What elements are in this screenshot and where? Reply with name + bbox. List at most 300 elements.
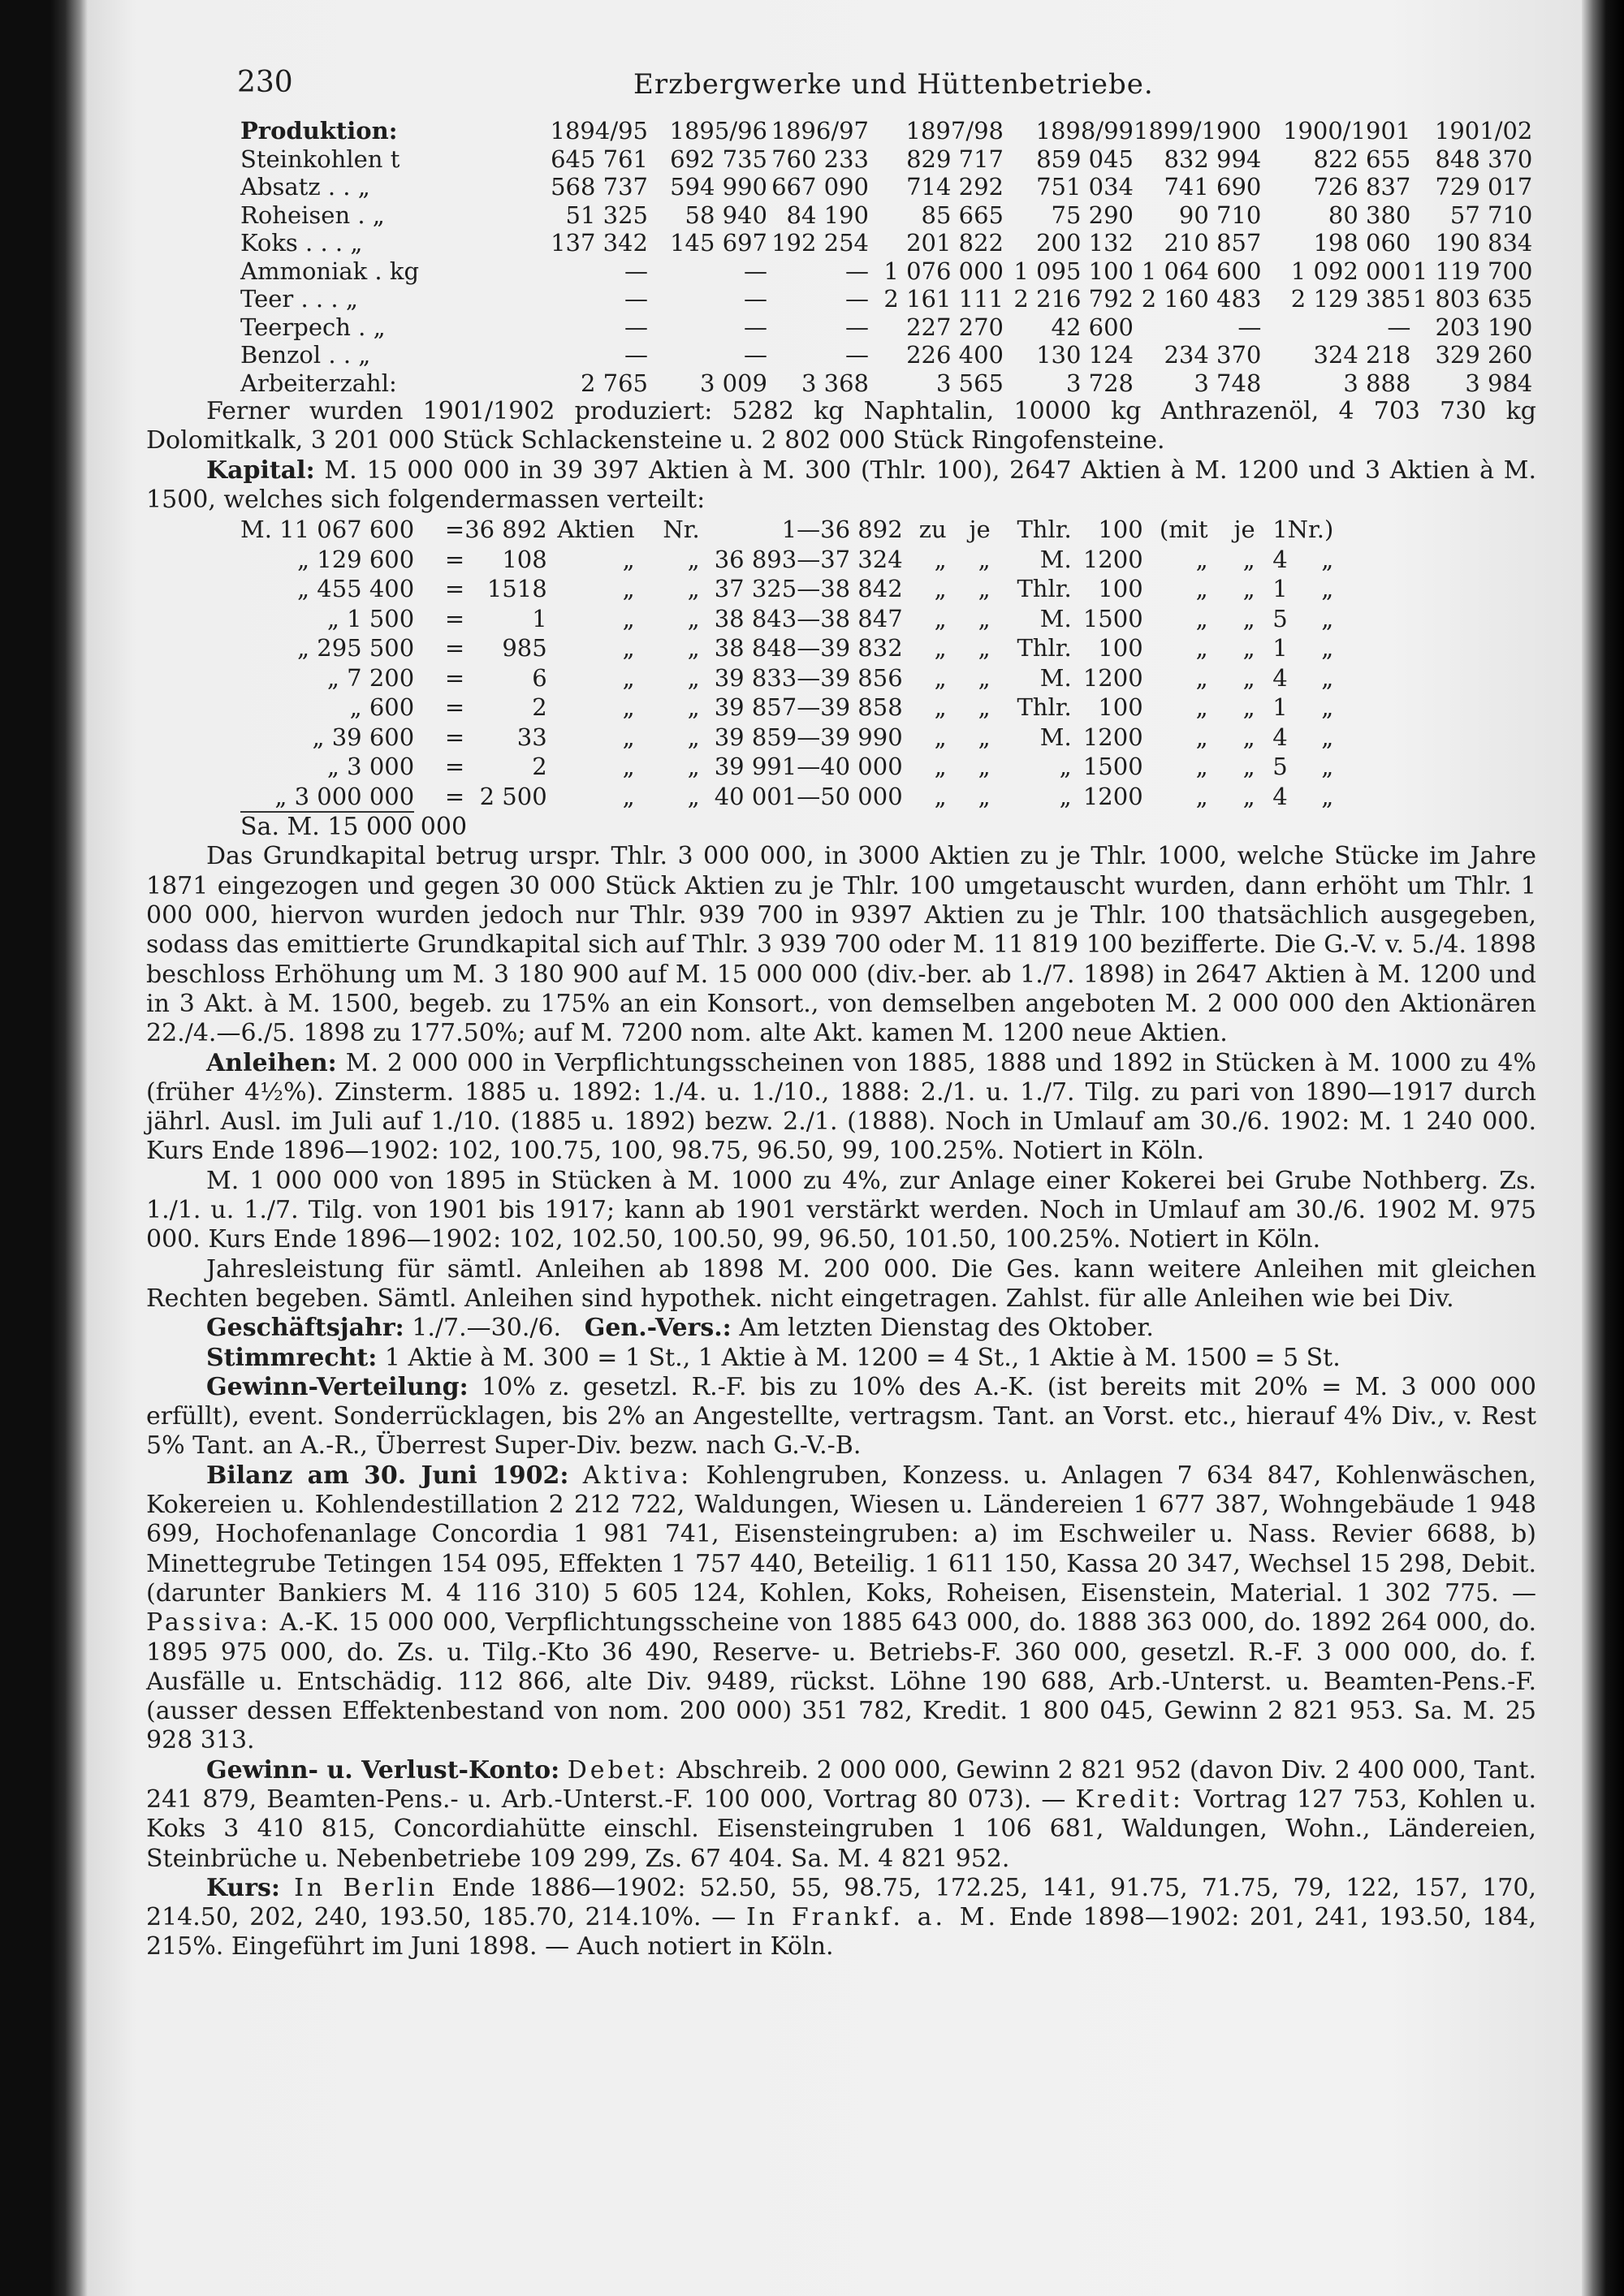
kapital-cell-nr: Nr.) (1287, 516, 1334, 544)
production-value: 760 233 (771, 145, 869, 173)
passiva-label: Passiva: (146, 1608, 272, 1638)
production-item-name: Roheisen . (240, 201, 365, 229)
kapital-cell-cnt: 1 (1272, 693, 1288, 722)
production-item-name: Teerpech . (240, 313, 366, 341)
kapital-cell-mje: „ (1242, 723, 1255, 751)
production-table (240, 117, 1532, 397)
production-value: 741 690 (1164, 173, 1262, 201)
kapital-cell-eq: = (444, 663, 465, 692)
gewinn-verteilung-label: Gewinn-Verteilung: (206, 1372, 469, 1401)
guv-label: Gewinn- u. Verlust-Konto: (206, 1755, 560, 1785)
kapital-cell-cnt: 4 (1272, 783, 1288, 811)
kapital-cell-zu: „ (934, 545, 947, 573)
production-value: 829 717 (906, 145, 1004, 173)
kapital-cell-n: 6 (532, 663, 547, 692)
kapital-cell-mje: „ (1242, 693, 1255, 722)
production-row-label (240, 341, 529, 369)
production-value: — (1237, 313, 1262, 341)
kapital-table (240, 515, 1333, 813)
kapital-cell-range: 36 893—37 324 (714, 545, 903, 573)
production-value: 1 076 000 (883, 257, 1004, 285)
kapital-cell-je: „ (978, 693, 991, 722)
kapital-cell-cur: Thlr. (1017, 516, 1072, 544)
kapital-cell-je: „ (978, 723, 991, 751)
kapital-cell-w2: „ (687, 575, 700, 603)
kapital-cell-nr: „ (1321, 604, 1334, 632)
kapital-cell-cur: „ (1059, 753, 1072, 781)
genvers-text: Am letzten Dienstag des Oktober. (739, 1314, 1154, 1343)
production-value: — (1387, 313, 1411, 341)
production-item-unit: kg (389, 257, 420, 285)
production-item-unit: „ (373, 313, 386, 341)
kapital-cell-zu: „ (934, 575, 947, 603)
kapital-cell-w2: „ (687, 634, 700, 662)
production-value: 3 728 (1065, 369, 1134, 397)
production-value: 42 600 (1051, 313, 1134, 341)
kurs-label: Kurs: (206, 1873, 280, 1902)
scan-right-edge (1582, 0, 1624, 2296)
production-year: 1898/99 (1035, 117, 1134, 145)
production-row-label (240, 285, 529, 313)
passiva-text: A.-K. 15 000 000, Verpflichtungsscheine von 1885 643 000, do. 1888 363 000, do. 1892 264 000, do. 1895 975 000, do. Zs. u. Tilg.-Kto 36 490, Reserve- u. Betriebs-F. 360 000, gesetzl. R.-F. 3 000 000, do. f. Ausfälle u. Entschädig. 112 866, alte Div. 9489, rückst. Löhne 190 688, Arb.-Unterst. u. Beamten-Pens.-F. (ausser dessen Effektenbestand von nom. 200 000) 351 782, Kredit. 1 800 045, Gewinn 2 821 953. Sa. M. 25 928 313. (146, 1608, 1536, 1755)
kapital-cell-w2: Nr. (663, 516, 700, 544)
kapital-cell-je: „ (978, 604, 991, 632)
production-item-unit: „ (358, 341, 371, 369)
production-value: 3 984 (1465, 369, 1533, 397)
kapital-cell-mje: „ (1242, 634, 1255, 662)
production-value: 692 735 (670, 145, 767, 173)
production-value: 3 368 (801, 369, 869, 397)
geschaeftsjahr-text: 1./7.—30./6. (412, 1314, 562, 1343)
production-value: 726 837 (1313, 173, 1411, 201)
production-value: — (744, 257, 767, 285)
kapital-cell-w2: „ (687, 545, 700, 573)
production-row-label (240, 313, 529, 342)
production-value: 645 761 (551, 145, 648, 173)
production-label: Produktion: (240, 117, 398, 145)
production-value: 324 218 (1313, 341, 1411, 369)
kapital-cell-eq: = (444, 723, 465, 751)
geschaeftsjahr-line (146, 1314, 1536, 1343)
genvers-label: Gen.-Vers.: (584, 1314, 732, 1343)
kapital-cell-je: „ (978, 634, 991, 662)
kapital-cell-range: 38 848—39 832 (714, 634, 903, 662)
kapital-cell-cur: Thlr. (1017, 575, 1072, 603)
kapital-cell-eq: = (444, 516, 465, 544)
production-value: — (624, 341, 648, 369)
kapital-intro: M. 15 000 000 in 39 397 Aktien à M. 300 (Thlr. 100), 2647 Aktien à M. 1200 und 3 Aktien à M. 1500, welches sich folgendermassen verteilt: (146, 455, 1536, 514)
kapital-cell-range: 39 991—40 000 (714, 753, 903, 781)
kapital-cell-val: 100 (1098, 634, 1143, 662)
aktiva-text: Kohlengruben, Konzess. u. Anlagen 7 634 847, Kohlenwäschen, Kokereien u. Kohlendestillation 2 212 722, Waldungen, Wiesen u. Ländereien 1 677 387, Wohngebäude 1 948 699, Hochofenanlage Concordia 1 981 741, Eisensteingruben: a) im Eschweiler u. Nass. Revier 6688, b) Minettegrube Tetingen 154 095, Effekten 1 757 440, Beteilig. 1 611 150, Kassa 20 347, Wechsel 15 298, Debit. (darunter Bankiers M. 4 116 310) 5 605 124, Kohlen, Koks, Roheisen, Eisenstein, Material. 1 302 775. — (146, 1461, 1536, 1608)
production-value: — (845, 285, 869, 313)
production-value: 2 160 483 (1141, 285, 1262, 313)
kapital-cell-range: 37 325—38 842 (714, 575, 903, 603)
production-row (240, 201, 1532, 230)
kapital-cell-w2: „ (687, 753, 700, 781)
gewinn-verteilung-paragraph (146, 1373, 1536, 1461)
production-value: 729 017 (1435, 173, 1533, 201)
production-value: 234 370 (1164, 341, 1262, 369)
kapital-cell-w2: „ (687, 693, 700, 722)
kapital-cell-w2: „ (687, 604, 700, 632)
kapital-cell-mit: „ (1195, 663, 1208, 692)
kapital-cell-je: „ (978, 545, 991, 573)
production-value: 51 325 (565, 201, 648, 229)
production-value: 198 060 (1313, 229, 1411, 257)
kapital-cell-w2: „ (687, 723, 700, 751)
kapital-row (240, 723, 1333, 753)
kapital-cell-m: „ 7 200 (326, 663, 415, 692)
kapital-cell-je: „ (978, 783, 991, 811)
production-value: 57 710 (1449, 201, 1533, 229)
kapital-cell-cnt: 5 (1272, 753, 1288, 781)
kapital-cell-zu: „ (934, 783, 947, 811)
kapital-cell-m: M. 11 067 600 (240, 516, 415, 544)
kapital-cell-val: 1200 (1082, 545, 1143, 573)
kurs-frankfurt-text: Ende 1898—1902: 201, 241, 193.50, 184, 215%. Eingeführt im Juni 1898. — Auch notiert in Köln. (146, 1903, 1536, 1962)
production-year: 1901/02 (1434, 117, 1533, 145)
production-value: 568 737 (551, 173, 648, 201)
kapital-row (240, 782, 1333, 813)
kapital-cell-cur: M. (1039, 545, 1072, 573)
stimmrecht-label: Stimmrecht: (206, 1343, 378, 1372)
kapital-cell-mje: „ (1242, 604, 1255, 632)
kapital-cell-val: 1500 (1082, 753, 1143, 781)
kapital-cell-n: 2 500 (479, 783, 547, 811)
production-value: — (845, 313, 869, 341)
geschaeftsjahr-label: Geschäftsjahr: (206, 1314, 404, 1343)
production-item-name: Steinkohlen (240, 145, 383, 173)
kapital-cell-mje: je (1233, 516, 1255, 544)
kapital-cell-n: 108 (502, 545, 547, 573)
kapital-cell-m: „ 39 600 (312, 723, 415, 751)
kapital-cell-cnt: 4 (1272, 545, 1288, 573)
production-item-name: Absatz . . (240, 173, 351, 201)
production-value: 1 095 100 (1013, 257, 1134, 285)
kapital-cell-range: 1—36 892 (781, 516, 903, 544)
production-value: 58 940 (685, 201, 767, 229)
production-value: 203 190 (1435, 313, 1533, 341)
production-value: 2 161 111 (883, 285, 1004, 313)
production-value: — (624, 285, 648, 313)
anleihen-paragraph-2: M. 1 000 000 von 1895 in Stücken à M. 1000 zu 4%, zur Anlage einer Kokerei bei Grube Nothberg. Zs. 1./1. u. 1./7. Tilg. von 1901 bis 1917; kann ab 1901 verstärkt werden. Noch in Umlauf am 30./6. 1902 M. 975 000. Kurs Ende 1896—1902: 102, 102.50, 100.50, 99, 96.50, 101.50, 100.25%. Notiert in Köln. (146, 1166, 1536, 1254)
kapital-cell-w1: „ (622, 693, 635, 722)
kapital-cell-n: 1 (532, 604, 547, 632)
kapital-cell-m: „ 129 600 (297, 545, 415, 573)
production-row-label (240, 173, 529, 201)
kapital-row (240, 515, 1333, 545)
aktiva-label: Aktiva: (582, 1461, 693, 1490)
kapital-cell-cur: M. (1039, 663, 1072, 692)
production-value: 3 009 (699, 369, 767, 397)
production-row (240, 341, 1532, 369)
production-value: 2 129 385 (1290, 285, 1411, 313)
production-row-label (240, 257, 529, 286)
page-number: 230 (237, 66, 293, 99)
production-value: 1 064 600 (1141, 257, 1262, 285)
production-value: 3 888 (1343, 369, 1411, 397)
kapital-cell-zu: „ (934, 723, 947, 751)
production-value: 2 216 792 (1013, 285, 1134, 313)
production-value: 84 190 (786, 201, 869, 229)
production-item-name: Koks . . . (240, 229, 343, 257)
production-row-label (240, 145, 529, 174)
kapital-cell-w1: Aktien (557, 516, 635, 544)
production-value: 1 092 000 (1290, 257, 1411, 285)
kapital-cell-eq: = (444, 575, 465, 603)
kapital-cell-zu: „ (934, 753, 947, 781)
kapital-cell-n: 2 (532, 753, 547, 781)
kapital-cell-mit: „ (1195, 575, 1208, 603)
kapital-label: Kapital: (206, 455, 315, 485)
production-value: — (845, 341, 869, 369)
kapital-history: Das Grundkapital betrug urspr. Thlr. 3 000 000, in 3000 Aktien zu je Thlr. 1000, welche Stücke im Jahre 1871 eingezogen und gegen 30 000 Stück Aktien zu je Thlr. 100 umgetauscht wurden, dann erhöht um Thlr. 1 000 000, hiervon wurden jedoch nur Thlr. 939 700 in 9397 Aktien zu je Thlr. 100 thatsächlich ausgegeben, sodass das emittierte Grundkapital sich auf Thlr. 3 939 700 oder M. 11 819 100 bezifferte. Die G.-V. v. 5./4. 1898 beschloss Erhöhung um M. 3 180 900 auf M. 15 000 000 (div.-ber. ab 1./7. 1898) in 2647 Aktien à M. 1200 und in 3 Akt. à M. 1500, begeb. zu 175% an ein Konsort., von demselben angeboten M. 2 000 000 den Aktionären 22./4.—6./5. 1898 zu 177.50%; auf M. 7200 nom. alte Akt. kamen M. 1200 neue Aktien. (146, 842, 1536, 1048)
production-value: 1 803 635 (1412, 285, 1533, 313)
kapital-cell-val: 1200 (1082, 723, 1143, 751)
running-title: Erzbergwerke und Hüttenbetriebe. (633, 68, 1154, 101)
kapital-cell-mit: „ (1195, 783, 1208, 811)
kapital-cell-mit: (mit (1159, 516, 1208, 544)
production-year: 1897/98 (905, 117, 1004, 145)
kredit-label: Kredit: (1075, 1785, 1185, 1814)
production-value: 2 765 (580, 369, 648, 397)
production-value: 1 119 700 (1412, 257, 1533, 285)
kapital-cell-je: „ (978, 663, 991, 692)
production-row (240, 229, 1532, 257)
production-value: 848 370 (1435, 145, 1533, 173)
production-item-unit: „ (357, 173, 370, 201)
kapital-cell-mje: „ (1242, 753, 1255, 781)
production-value: — (845, 257, 869, 285)
kapital-cell-cnt: 4 (1272, 723, 1288, 751)
kapital-cell-eq: = (444, 693, 465, 722)
kapital-cell-val: 100 (1098, 516, 1143, 544)
production-value: — (744, 313, 767, 341)
production-value: 130 124 (1036, 341, 1134, 369)
stimmrecht-line (146, 1344, 1536, 1373)
kapital-cell-zu: „ (934, 693, 947, 722)
scan-left-edge (0, 0, 88, 2296)
kapital-cell-val: 1500 (1082, 604, 1143, 632)
kapital-cell-w1: „ (622, 663, 635, 692)
anleihen-label: Anleihen: (206, 1048, 337, 1077)
kapital-cell-mit: „ (1195, 693, 1208, 722)
kapital-cell-mje: „ (1242, 663, 1255, 692)
guv-paragraph (146, 1756, 1536, 1874)
kredit-text: Vortrag 127 753, Kohlen u. Koks 3 410 815, Concordiahütte einschl. Eisensteingruben 1 106 681, Waldungen, Wohn., Ländereien, Steinbrüche u. Nebenbetriebe 109 299, Zs. 67 404. Sa. M. 4 821 952. (146, 1785, 1536, 1873)
kapital-cell-w1: „ (622, 753, 635, 781)
production-item-name: Arbeiterzahl: (240, 369, 397, 397)
production-row (240, 257, 1532, 286)
page-text (146, 52, 1536, 1962)
kapital-row (240, 752, 1333, 782)
kapital-cell-m: „ 600 (349, 693, 415, 722)
kapital-cell-cnt: 1 (1272, 575, 1288, 603)
kapital-cell-mit: „ (1195, 723, 1208, 751)
kapital-cell-mit: „ (1195, 753, 1208, 781)
kapital-cell-eq: = (444, 545, 465, 573)
kapital-cell-cnt: 1 (1272, 634, 1288, 662)
production-value: 822 655 (1313, 145, 1411, 173)
production-row (240, 173, 1532, 201)
kapital-row (240, 663, 1333, 693)
kapital-cell-m: „ 1 500 (326, 604, 415, 632)
kapital-cell-nr: „ (1321, 723, 1334, 751)
kapital-cell-range: 39 833—39 856 (714, 663, 903, 692)
kapital-cell-w1: „ (622, 634, 635, 662)
kapital-cell-cur: „ (1059, 783, 1072, 811)
kapital-cell-mit: „ (1195, 545, 1208, 573)
kapital-cell-n: 36 892 (464, 516, 547, 544)
kapital-cell-nr: „ (1321, 575, 1334, 603)
kapital-cell-val: 100 (1098, 693, 1143, 722)
kapital-cell-n: 985 (502, 634, 547, 662)
kapital-cell-w1: „ (622, 604, 635, 632)
production-year: 1900/1901 (1283, 117, 1411, 145)
kapital-cell-mit: „ (1195, 634, 1208, 662)
anleihen-paragraph-3: Jahresleistung für sämtl. Anleihen ab 1898 M. 200 000. Die Ges. kann weitere Anleihen mit gleichen Rechten begeben. Sämtl. Anleihen sind hypothek. nicht eingetragen. Zahlst. für alle Anleihen wie bei Div. (146, 1254, 1536, 1313)
production-value: 201 822 (906, 229, 1004, 257)
kapital-cell-eq: = (444, 783, 465, 811)
production-item-name: Ammoniak . (240, 257, 382, 285)
production-row-label (240, 229, 529, 257)
kapital-cell-nr: „ (1321, 634, 1334, 662)
bilanz-paragraph (146, 1461, 1536, 1756)
production-value: — (624, 313, 648, 341)
kapital-cell-mje: „ (1242, 545, 1255, 573)
production-item-name: Benzol . . (240, 341, 352, 369)
anleihen-text-1: M. 2 000 000 in Verpflichtungsscheinen von 1885, 1888 und 1892 in Stücken à M. 1000 zu 4% (früher 4½%). Zinsterm. 1885 u. 1892: 1./4. u. 1./10., 1888: 2./1. u. 1./7. Tilg. zu pari von 1890—1917 durch jährl. Ausl. im Juli auf 1./10. (1885 u. 1892) bezw. 2./1. (1888). Noch in Umlauf am 30./6. 1902: M. 1 240 000. Kurs Ende 1896—1902: 102, 100.75, 100, 98.75, 96.50, 99, 100.25%. Notiert in Köln. (146, 1048, 1536, 1166)
kapital-cell-m: „ 3 000 (326, 753, 415, 781)
kurs-paragraph (146, 1874, 1536, 1962)
production-value: 85 665 (921, 201, 1004, 229)
production-row (240, 145, 1532, 174)
production-row-label (240, 201, 529, 230)
production-value: 667 090 (771, 173, 869, 201)
production-value: 190 834 (1435, 229, 1533, 257)
kapital-cell-w1: „ (622, 545, 635, 573)
kapital-cell-nr: „ (1321, 545, 1334, 573)
production-value: 3 748 (1194, 369, 1262, 397)
kapital-row (240, 545, 1333, 575)
production-year: 1896/97 (771, 117, 869, 145)
kapital-cell-zu: „ (934, 634, 947, 662)
production-value: 75 290 (1051, 201, 1134, 229)
kapital-cell-n: 33 (516, 723, 547, 751)
production-row (240, 285, 1532, 313)
production-row-label (240, 369, 529, 398)
production-value: 137 342 (551, 229, 648, 257)
production-row (240, 313, 1532, 342)
production-value: 200 132 (1036, 229, 1134, 257)
bilanz-label: Bilanz am 30. Juni 1902: (206, 1461, 569, 1490)
kapital-cell-eq: = (444, 753, 465, 781)
production-value: 227 270 (906, 313, 1004, 341)
kapital-cell-nr: „ (1321, 783, 1334, 811)
production-item-unit: „ (350, 229, 363, 257)
kapital-cell-mje: „ (1242, 575, 1255, 603)
kapital-cell-val: 1200 (1082, 663, 1143, 692)
kapital-row (240, 604, 1333, 634)
kapital-cell-cnt: 1 (1272, 516, 1288, 544)
kapital-cell-cur: Thlr. (1017, 693, 1072, 722)
production-value: 832 994 (1164, 145, 1262, 173)
kapital-cell-w1: „ (622, 783, 635, 811)
kapital-cell-mit: „ (1195, 604, 1208, 632)
kapital-cell-je: je (969, 516, 991, 544)
kapital-cell-m: „ 295 500 (297, 634, 415, 662)
kapital-cell-val: 100 (1098, 575, 1143, 603)
production-value: 3 565 (935, 369, 1004, 397)
kapital-cell-range: 38 843—38 847 (714, 604, 903, 632)
kapital-sum: Sa. M. 15 000 000 (240, 813, 468, 842)
anleihen-paragraph-1 (146, 1049, 1536, 1167)
kapital-cell-cur: Thlr. (1017, 634, 1072, 662)
kapital-cell-w1: „ (622, 723, 635, 751)
production-value: 329 260 (1435, 341, 1533, 369)
kapital-cell-nr: „ (1321, 663, 1334, 692)
kapital-cell-eq: = (444, 604, 465, 632)
production-value: 714 292 (906, 173, 1004, 201)
production-item-unit: t (390, 145, 400, 173)
kapital-cell-w1: „ (622, 575, 635, 603)
kapital-cell-mje: „ (1242, 783, 1255, 811)
kapital-cell-cnt: 5 (1272, 604, 1288, 632)
kurs-berlin-text: Ende 1886—1902: 52.50, 55, 98.75, 172.25, 141, 91.75, 71.75, 79, 122, 157, 170, 214.50, 202, 240, 193.50, 185.70, 214.10%. — (146, 1873, 1536, 1932)
kapital-cell-zu: „ (934, 663, 947, 692)
kapital-cell-eq: = (444, 634, 465, 662)
kapital-cell-range: 40 001—50 000 (714, 783, 903, 811)
stimmrecht-text: 1 Aktie à M. 300 = 1 St., 1 Aktie à M. 1200 = 4 St., 1 Aktie à M. 1500 = 5 St. (384, 1343, 1341, 1372)
kapital-paragraph (146, 456, 1536, 516)
kapital-row (240, 633, 1333, 663)
production-value: 90 710 (1178, 201, 1262, 229)
debet-text: Abschreib. 2 000 000, Gewinn 2 821 952 (davon Div. 2 400 000, Tant. 241 879, Beamten-Pens.- u. Arb.-Unterst.-F. 100 000, Vortrag 80 073). — (146, 1755, 1536, 1814)
production-value: 145 697 (670, 229, 767, 257)
production-value: 859 045 (1036, 145, 1134, 173)
production-value: 226 400 (906, 341, 1004, 369)
kapital-row (240, 574, 1333, 604)
kapital-cell-m: „ 455 400 (297, 575, 415, 603)
kapital-cell-nr: „ (1321, 753, 1334, 781)
kapital-cell-w2: „ (687, 663, 700, 692)
production-item-unit: „ (372, 201, 385, 229)
production-value: — (624, 257, 648, 285)
gewinn-verteilung-text: 10% z. gesetzl. R.-F. bis zu 10% des A.-K. (ist bereits mit 20% = M. 3 000 000 erfüllt), event. Sonderrücklagen, bis 2% an Angestellte, vertragsm. Tant. an Vorst. etc., hierauf 4% Div., v. Rest 5% Tant. an A.-R., Überrest Super-Div. bezw. nach G.-V.-B. (146, 1372, 1536, 1461)
kapital-cell-val: 1200 (1082, 783, 1143, 811)
kapital-cell-m: „ 3 000 000 (240, 782, 414, 813)
production-value: 80 380 (1328, 201, 1411, 229)
kapital-cell-zu: zu (918, 516, 947, 544)
kapital-cell-w2: „ (687, 783, 700, 811)
kurs-berlin-label: In Berlin (294, 1873, 438, 1902)
production-header-row (240, 117, 1532, 145)
production-value: 192 254 (771, 229, 869, 257)
production-year: 1895/96 (669, 117, 767, 145)
production-value: 751 034 (1036, 173, 1134, 201)
kapital-cell-nr: „ (1321, 693, 1334, 722)
production-value: 210 857 (1164, 229, 1262, 257)
production-value: — (744, 285, 767, 313)
production-value: — (744, 341, 767, 369)
kapital-row (240, 693, 1333, 723)
production-value: 594 990 (670, 173, 767, 201)
production-item-name: Teer . . . (240, 285, 339, 313)
kurs-frankfurt-label: In Frankf. a. M. (745, 1903, 999, 1932)
kapital-cell-je: „ (978, 753, 991, 781)
debet-label: Debet: (567, 1755, 669, 1785)
